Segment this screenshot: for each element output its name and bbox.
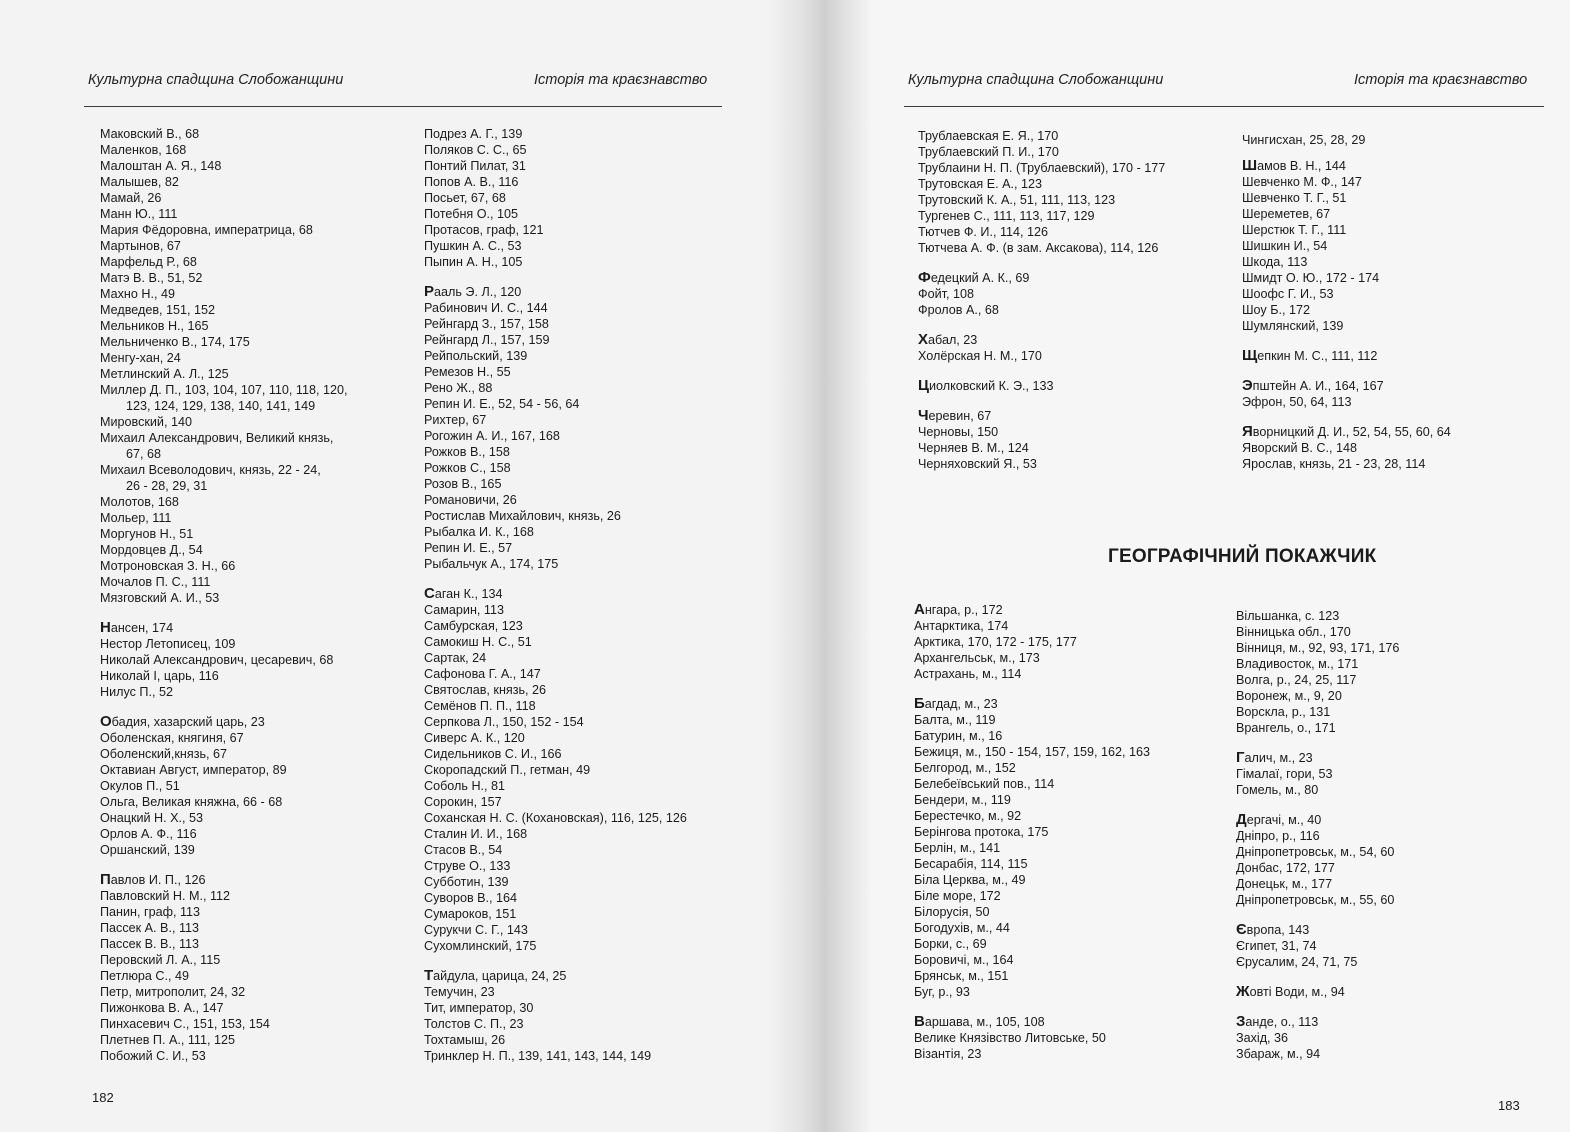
index-entry: Архангельськ, м., 173 (914, 651, 1040, 665)
index-entry: Мордовцев Д., 54 (100, 543, 203, 557)
index-entry: Мотроновская З. Н., 66 (100, 559, 236, 573)
index-entry: Мочалов П. С., 111 (100, 575, 211, 589)
right-header-rule (904, 106, 1544, 107)
index-entry: Трутовский К. А., 51, 111, 113, 123 (918, 193, 1116, 207)
index-entry: Чингисхан, 25, 28, 29 (1242, 133, 1366, 147)
index-entry: Михаил Александрович, Великий князь, (100, 431, 334, 445)
index-entry: Сафонова Г. А., 147 (424, 667, 541, 681)
index-entry: Понтий Пилат, 31 (424, 159, 526, 173)
index-entry: Ворскла, р., 131 (1236, 705, 1331, 719)
index-entry-letter-start: Багдад, м., 23 (914, 695, 998, 712)
letter-gap (1236, 798, 1399, 812)
index-entry: Стасов В., 54 (424, 843, 503, 857)
index-entry: Бендери, м., 119 (914, 793, 1011, 807)
index-entry: Борки, с., 69 (914, 937, 987, 951)
index-entry: Шумлянский, 139 (1242, 319, 1344, 333)
index-entry: Трутовская Е. А., 123 (918, 177, 1043, 191)
index-entry-letter-start: Європа, 143 (1236, 921, 1310, 938)
index-entry-letter-start: Федецкий А. К., 69 (918, 269, 1030, 286)
index-entry: Репин И. Е., 57 (424, 541, 513, 555)
index-entry: Мольер, 111 (100, 511, 172, 525)
index-entry: Попов А. В., 116 (424, 175, 519, 189)
index-entry: Октавиан Август, император, 89 (100, 763, 287, 777)
letter-gap (1242, 410, 1451, 424)
index-entry: Нестор Летописец, 109 (100, 637, 236, 651)
index-entry-letter-start: Павлов И. П., 126 (100, 871, 206, 888)
index-entry: Рыбалка И. К., 168 (424, 525, 534, 539)
index-entry: Павловский Н. М., 112 (100, 889, 231, 903)
index-entry: Матэ В. В., 51, 52 (100, 271, 203, 285)
index-entry: Балта, м., 119 (914, 713, 996, 727)
index-entry: Николай Александрович, цесаревич, 68 (100, 653, 334, 667)
index-entry: Трублаевская Е. Я., 170 (918, 129, 1059, 143)
index-entry: Сиверс А. К., 120 (424, 731, 525, 745)
index-entry: Манн Ю., 111 (100, 207, 178, 221)
index-entry: Антарктика, 174 (914, 619, 1009, 633)
index-entry: Трублаини Н. П. (Трублаевский), 170 - 177 (918, 161, 1166, 175)
index-entry: Белгород, м., 152 (914, 761, 1016, 775)
index-entry: Рихтер, 67 (424, 413, 487, 427)
right-header-section: Історія та краєзнавство (1354, 72, 1528, 88)
index-entry-letter-start: Щепкин М. С., 111, 112 (1242, 347, 1378, 364)
index-entry: Захід, 36 (1236, 1031, 1289, 1045)
index-entry: Пижонкова В. А., 147 (100, 1001, 224, 1015)
right-index-column-1 (918, 128, 1165, 472)
index-entry: Біле море, 172 (914, 889, 1001, 903)
index-entry: Мартынов, 67 (100, 239, 181, 253)
letter-gap (918, 256, 1165, 270)
left-header-section: Історія та краєзнавство (534, 72, 708, 88)
index-entry-letter-start: Яворницкий Д. И., 52, 54, 55, 60, 64 (1242, 423, 1451, 440)
index-entry: Пассек А. В., 113 (100, 921, 200, 935)
index-entry-letter-start: Жовті Води, м., 94 (1236, 983, 1345, 1000)
index-entry: Шоофс Г. И., 53 (1242, 287, 1334, 301)
letter-gap (918, 364, 1165, 378)
index-entry: Окулов П., 51 (100, 779, 180, 793)
index-entry: Шевченко М. Ф., 147 (1242, 175, 1362, 189)
index-entry: Рейпольский, 139 (424, 349, 528, 363)
letter-gap (424, 954, 687, 968)
index-entry: Оболенская, княгиня, 67 (100, 731, 244, 745)
index-entry: Велике Князівство Литовське, 50 (914, 1031, 1106, 1045)
index-entry: Вінницька обл., 170 (1236, 625, 1351, 639)
index-entry: Самбурская, 123 (424, 619, 523, 633)
index-entry: Буг, р., 93 (914, 985, 970, 999)
index-entry: Брянськ, м., 151 (914, 969, 1009, 983)
index-entry: Тютчев Ф. И., 114, 126 (918, 225, 1049, 239)
index-entry: Оболенский,князь, 67 (100, 747, 228, 761)
index-entry: Рожков С., 158 (424, 461, 511, 475)
index-entry: Пассек В. В., 113 (100, 937, 200, 951)
index-entry: Берестечко, м., 92 (914, 809, 1022, 823)
index-entry: Берінгова протока, 175 (914, 825, 1049, 839)
index-entry: Арктика, 170, 172 - 175, 177 (914, 635, 1077, 649)
right-header-title: Культурна спадщина Слобожанщини (908, 72, 1164, 88)
index-entry: Тит, император, 30 (424, 1001, 534, 1015)
index-entry: Тринклер Н. П., 139, 141, 143, 144, 149 (424, 1049, 652, 1063)
index-entry: Тохтамыш, 26 (424, 1033, 506, 1047)
index-entry: Махно Н., 49 (100, 287, 175, 301)
index-entry: Біла Церква, м., 49 (914, 873, 1026, 887)
index-entry: Ярослав, князь, 21 - 23, 28, 114 (1242, 457, 1426, 471)
letter-gap (918, 318, 1165, 332)
index-entry: Самокиш Н. С., 51 (424, 635, 532, 649)
index-entry: Соболь Н., 81 (424, 779, 506, 793)
index-entry: Эфрон, 50, 64, 113 (1242, 395, 1352, 409)
letter-gap (914, 1000, 1150, 1014)
index-entry: Бежиця, м., 150 - 154, 157, 159, 162, 163 (914, 745, 1151, 759)
index-entry: Гімалаї, гори, 53 (1236, 767, 1333, 781)
letter-gap (1236, 970, 1399, 984)
index-entry: Бесарабія, 114, 115 (914, 857, 1028, 871)
index-entry-letter-start: Дергачі, м., 40 (1236, 811, 1322, 828)
index-entry-letter-start: Эпштейн А. И., 164, 167 (1242, 377, 1384, 394)
index-entry: Молотов, 168 (100, 495, 179, 509)
index-entry: Яворский В. С., 148 (1242, 441, 1358, 455)
index-entry: Білорусія, 50 (914, 905, 990, 919)
right-index-column-2 (1242, 132, 1451, 472)
letter-gap (1242, 364, 1451, 378)
index-entry: Мария Фёдоровна, императрица, 68 (100, 223, 313, 237)
letter-gap (914, 682, 1150, 696)
index-entry: Візантія, 23 (914, 1047, 982, 1061)
letter-gap (1236, 736, 1399, 750)
index-entry-letter-start: Ангара, р., 172 (914, 601, 1003, 618)
index-entry-letter-start: Черевин, 67 (918, 407, 992, 424)
index-entry: Пушкин А. С., 53 (424, 239, 522, 253)
index-entry: Протасов, граф, 121 (424, 223, 544, 237)
index-entry: Соханская Н. С. (Кохановская), 116, 125, 126 (424, 811, 687, 825)
index-entry: Николай I, царь, 116 (100, 669, 219, 683)
index-entry: Малышев, 82 (100, 175, 179, 189)
index-entry: Вінниця, м., 92, 93, 171, 176 (1236, 641, 1400, 655)
index-entry-letter-start: Галич, м., 23 (1236, 749, 1313, 766)
index-entry: Рожков В., 158 (424, 445, 510, 459)
index-entry: Гомель, м., 80 (1236, 783, 1319, 797)
index-entry: Шевченко Т. Г., 51 (1242, 191, 1347, 205)
index-entry: Потебня О., 105 (424, 207, 519, 221)
index-entry: Шереметев, 67 (1242, 207, 1331, 221)
index-entry: Шерстюк Т. Г., 111 (1242, 223, 1347, 237)
index-entry-letter-start: Шамов В. Н., 144 (1242, 157, 1346, 174)
index-entry-letter-start: Нансен, 174 (100, 619, 174, 636)
index-entry: Панин, граф, 113 (100, 905, 201, 919)
letter-gap (100, 700, 348, 714)
letter-gap (1242, 148, 1451, 158)
letter-gap (100, 858, 348, 872)
index-entry: Донецьк, м., 177 (1236, 877, 1333, 891)
letter-gap (100, 606, 348, 620)
index-entry: Вільшанка, с. 123 (1236, 609, 1340, 623)
index-entry: Рыбальчук А., 174, 175 (424, 557, 559, 571)
index-entry: Пыпин А. Н., 105 (424, 255, 523, 269)
index-entry: Орлов А. Ф., 116 (100, 827, 197, 841)
index-entry: Ремезов Н., 55 (424, 365, 511, 379)
index-entry: Семёнов П. П., 118 (424, 699, 536, 713)
index-entry: Астрахань, м., 114 (914, 667, 1022, 681)
index-entry: Дніпропетровськ, м., 54, 60 (1236, 845, 1395, 859)
index-entry: Медведев, 151, 152 (100, 303, 216, 317)
index-entry: Поляков С. С., 65 (424, 143, 527, 157)
left-page (0, 0, 768, 1132)
index-entry: Сурукчи С. Г., 143 (424, 923, 528, 937)
letter-gap (424, 572, 687, 586)
index-entry: Мировский, 140 (100, 415, 192, 429)
index-entry-letter-start: Тайдула, царица, 24, 25 (424, 967, 567, 984)
index-entry: Мамай, 26 (100, 191, 162, 205)
index-entry: Шмидт О. Ю., 172 - 174 (1242, 271, 1380, 285)
index-entry: Святослав, князь, 26 (424, 683, 547, 697)
index-entry: Онацкий Н. Х., 53 (100, 811, 204, 825)
index-entry: Батурин, м., 16 (914, 729, 1003, 743)
index-entry: Моргунов Н., 51 (100, 527, 194, 541)
index-entry: Субботин, 139 (424, 875, 509, 889)
left-index-column-1 (100, 126, 348, 1064)
index-entry: Трублаевский П. И., 170 (918, 145, 1059, 159)
index-entry-continuation: 67, 68 (126, 447, 162, 461)
index-entry: Мязговский А. И., 53 (100, 591, 220, 605)
index-entry: Єрусалим, 24, 71, 75 (1236, 955, 1358, 969)
index-entry: Рейнгард З., 157, 158 (424, 317, 549, 331)
index-entry: Марфельд Р., 68 (100, 255, 197, 269)
index-entry: Черняев В. М., 124 (918, 441, 1029, 455)
letter-gap (1236, 908, 1399, 922)
index-entry: Серпкова Л., 150, 152 - 154 (424, 715, 584, 729)
page-number-left: 182 (92, 1090, 114, 1105)
index-entry: Репин И. Е., 52, 54 - 56, 64 (424, 397, 580, 411)
index-entry: Рейнгард Л., 157, 159 (424, 333, 550, 347)
page-number-right: 183 (1498, 1098, 1520, 1113)
index-entry: Сорокин, 157 (424, 795, 502, 809)
index-entry: Мельниченко В., 174, 175 (100, 335, 250, 349)
index-entry-letter-start: Циолковский К. Э., 133 (918, 377, 1054, 394)
index-entry: Розов В., 165 (424, 477, 502, 491)
index-entry: Донбас, 172, 177 (1236, 861, 1335, 875)
index-entry: Перовский Л. А., 115 (100, 953, 221, 967)
index-entry: Берлін, м., 141 (914, 841, 1001, 855)
index-entry-continuation: 26 - 28, 29, 31 (126, 479, 208, 493)
index-entry: Фойт, 108 (918, 287, 974, 301)
index-entry: Воронеж, м., 9, 20 (1236, 689, 1342, 703)
index-entry: Збараж, м., 94 (1236, 1047, 1321, 1061)
index-entry: Сидельников С. И., 166 (424, 747, 562, 761)
book-gutter (768, 0, 872, 1132)
letter-gap (1242, 334, 1451, 348)
index-entry: Шкода, 113 (1242, 255, 1308, 269)
index-entry: Нилус П., 52 (100, 685, 173, 699)
index-entry: Сухомлинский, 175 (424, 939, 537, 953)
index-entry: Шоу Б., 172 (1242, 303, 1310, 317)
index-entry: Тютчева А. Ф. (в зам. Аксакова), 114, 126 (918, 241, 1159, 255)
index-entry: Метлинский А. Л., 125 (100, 367, 229, 381)
index-entry: Ольга, Великая княжна, 66 - 68 (100, 795, 283, 809)
index-entry: Черняховский Я., 53 (918, 457, 1037, 471)
index-entry: Петр, митрополит, 24, 32 (100, 985, 246, 999)
letter-gap (424, 270, 687, 284)
index-entry: Плетнев П. А., 111, 125 (100, 1033, 236, 1047)
index-entry: Побожий С. И., 53 (100, 1049, 206, 1063)
index-entry-letter-start: Занде, о., 113 (1236, 1013, 1319, 1030)
index-entry: Боровичі, м., 164 (914, 953, 1014, 967)
index-entry: Сартак, 24 (424, 651, 487, 665)
index-entry: Оршанский, 139 (100, 843, 195, 857)
index-entry: Суворов В., 164 (424, 891, 518, 905)
index-entry: Єгипет, 31, 74 (1236, 939, 1317, 953)
index-entry: Подрез А. Г., 139 (424, 127, 523, 141)
index-entry: Скоропадский П., гетман, 49 (424, 763, 591, 777)
index-entry: Тургенев С., 111, 113, 117, 129 (918, 209, 1095, 223)
index-entry: Черновы, 150 (918, 425, 999, 439)
index-entry: Сумароков, 151 (424, 907, 517, 921)
index-entry: Фролов А., 68 (918, 303, 999, 317)
geographic-index-title (1108, 546, 1376, 568)
index-entry: Романовичи, 26 (424, 493, 517, 507)
letter-gap (918, 394, 1165, 408)
index-entry: Посьет, 67, 68 (424, 191, 506, 205)
index-entry: Ростислав Михайлович, князь, 26 (424, 509, 621, 523)
index-entry: Пинхасевич С., 151, 153, 154 (100, 1017, 270, 1031)
index-entry: Сталин И. И., 168 (424, 827, 528, 841)
index-entry: Дніпро, р., 116 (1236, 829, 1320, 843)
left-index-column-2 (424, 126, 687, 1064)
index-entry: Петлюра С., 49 (100, 969, 190, 983)
index-entry: Белебеївський пов., 114 (914, 777, 1055, 791)
index-entry: Владивосток, м., 171 (1236, 657, 1359, 671)
index-entry: Рено Ж., 88 (424, 381, 493, 395)
index-entry: Малоштан А. Я., 148 (100, 159, 222, 173)
index-entry: Шишкин И., 54 (1242, 239, 1328, 253)
geographic-index-title-text: ГЕОГРАФІЧНИЙ ПОКАЖЧИК (1108, 546, 1377, 567)
letter-gap (1236, 1000, 1399, 1014)
index-entry-letter-start: Обадия, хазарский царь, 23 (100, 713, 265, 730)
index-entry: Темучин, 23 (424, 985, 495, 999)
index-entry-letter-start: Хабал, 23 (918, 331, 978, 348)
index-entry-letter-start: Варшава, м., 105, 108 (914, 1013, 1045, 1030)
index-entry: Самарин, 113 (424, 603, 504, 617)
index-entry: Мельников Н., 165 (100, 319, 209, 333)
index-entry: Волга, р., 24, 25, 117 (1236, 673, 1357, 687)
left-header-title: Культурна спадщина Слобожанщини (88, 72, 344, 88)
index-entry: Дніпропетровськ, м., 55, 60 (1236, 893, 1395, 907)
index-entry-continuation: 123, 124, 129, 138, 140, 141, 149 (126, 399, 316, 413)
index-entry: Михаил Всеволодович, князь, 22 - 24, (100, 463, 321, 477)
index-entry: Толстов С. П., 23 (424, 1017, 524, 1031)
index-entry: Богодухів, м., 44 (914, 921, 1010, 935)
index-entry: Рогожин А. И., 167, 168 (424, 429, 560, 443)
left-header-rule (84, 106, 722, 107)
geo-index-column-2 (1236, 608, 1399, 1062)
index-entry: Врангель, о., 171 (1236, 721, 1336, 735)
index-entry: Маковский В., 68 (100, 127, 200, 141)
index-entry: Маленков, 168 (100, 143, 187, 157)
index-entry: Миллер Д. П., 103, 104, 107, 110, 118, 120, (100, 383, 348, 397)
index-entry: Струве О., 133 (424, 859, 511, 873)
index-entry-letter-start: Рааль Э. Л., 120 (424, 283, 522, 300)
index-entry: Рабинович И. С., 144 (424, 301, 548, 315)
index-entry-letter-start: Саган К., 134 (424, 585, 503, 602)
geo-index-column-1 (914, 602, 1150, 1062)
index-entry: Холёрская Н. М., 170 (918, 349, 1042, 363)
index-entry: Менгу-хан, 24 (100, 351, 181, 365)
